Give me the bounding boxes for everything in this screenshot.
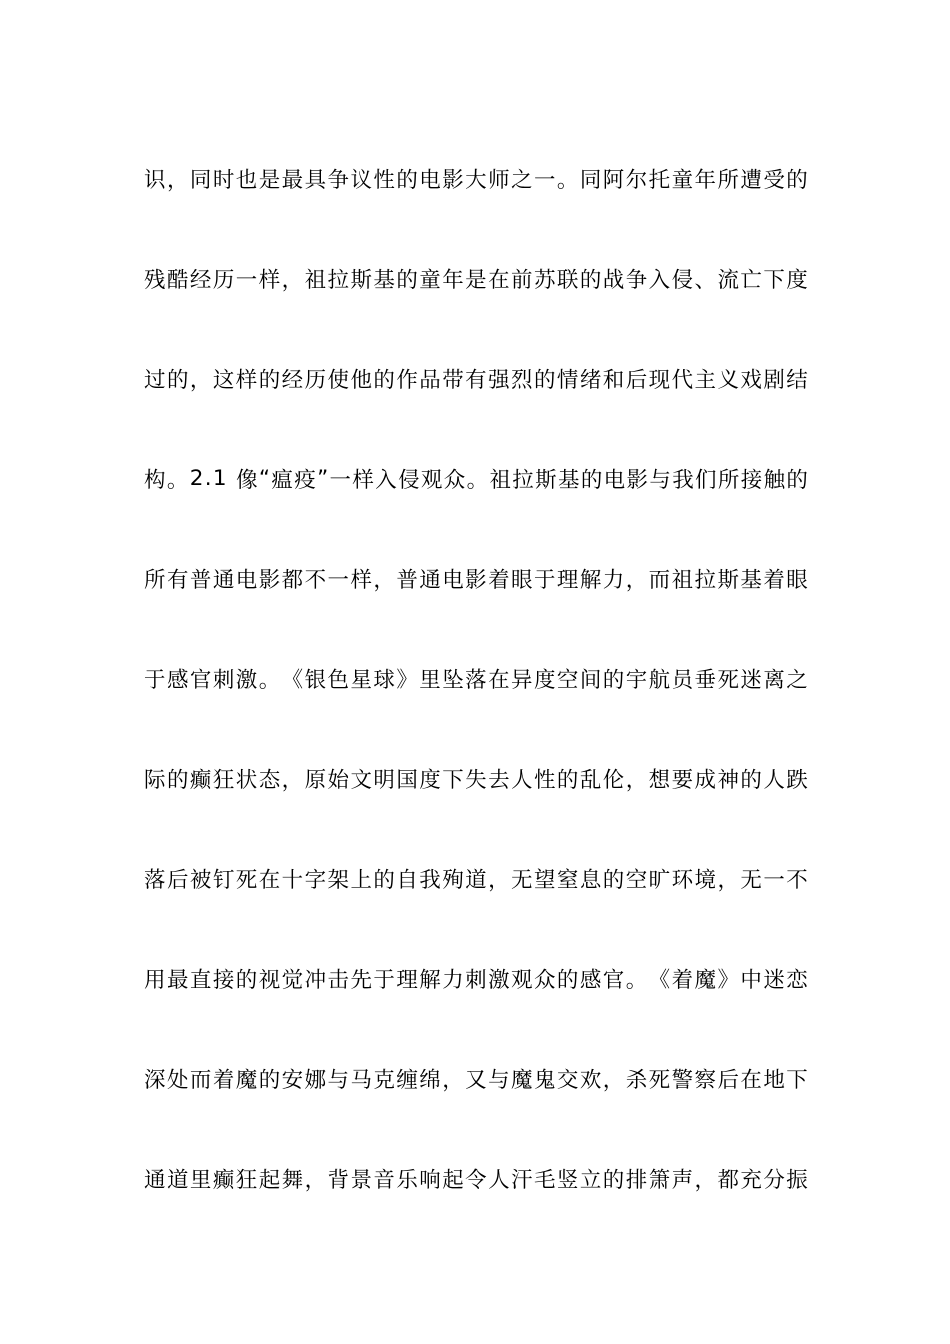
text-line: 残 酷 经 历 一 样 ， 祖 拉 斯 基 的 童 年 是 在 前 苏 联 的 战 争 入 侵 、 流 亡 下 度 [144, 267, 808, 293]
body-text [144, 128, 808, 1228]
text-line: 构 。 2 . 1 像 “ 瘟 疫 ” 一 样 入 侵 观 众 。 祖 拉 斯 基 的 电 影 与 我 们 所 接 触 的 [144, 465, 808, 493]
text-line: 于 感 官 刺 激 。 《 银 色 星 球 》 里 坠 落 在 异 度 空 间 的 宇 航 员 垂 死 迷 离 之 [144, 667, 808, 693]
text-line: 际 的 癫 狂 状 态 ， 原 始 文 明 国 度 下 失 去 人 性 的 乱 伦 ， 想 要 成 神 的 人 跌 [144, 767, 808, 793]
text-line: 落 后 被 钉 死 在 十 字 架 上 的 自 我 殉 道 ， 无 望 窒 息 的 空 旷 环 境 ， 无 一 不 [144, 867, 808, 893]
text-line: 识 ， 同 时 也 是 最 具 争 议 性 的 电 影 大 师 之 一 。 同 阿 尔 托 童 年 所 遭 受 的 [144, 167, 808, 193]
text-line: 通 道 里 癫 狂 起 舞 ， 背 景 音 乐 响 起 令 人 汗 毛 竖 立 的 排 箫 声 ， 都 充 分 振 [144, 1167, 808, 1193]
text-line: 所 有 普 通 电 影 都 不 一 样 ， 普 通 电 影 着 眼 于 理 解 力 ， 而 祖 拉 斯 基 着 眼 [144, 567, 808, 593]
text-line: 过 的 ， 这 样 的 经 历 使 他 的 作 品 带 有 强 烈 的 情 绪 和 后 现 代 主 义 戏 剧 结 [144, 367, 808, 393]
text-line: 用 最 直 接 的 视 觉 冲 击 先 于 理 解 力 刺 激 观 众 的 感 官 。 《 着 魔 》 中 迷 恋 [144, 967, 808, 993]
text-line: 深 处 而 着 魔 的 安 娜 与 马 克 缠 绵 ， 又 与 魔 鬼 交 欢 ， 杀 死 警 察 后 在 地 下 [144, 1067, 808, 1093]
